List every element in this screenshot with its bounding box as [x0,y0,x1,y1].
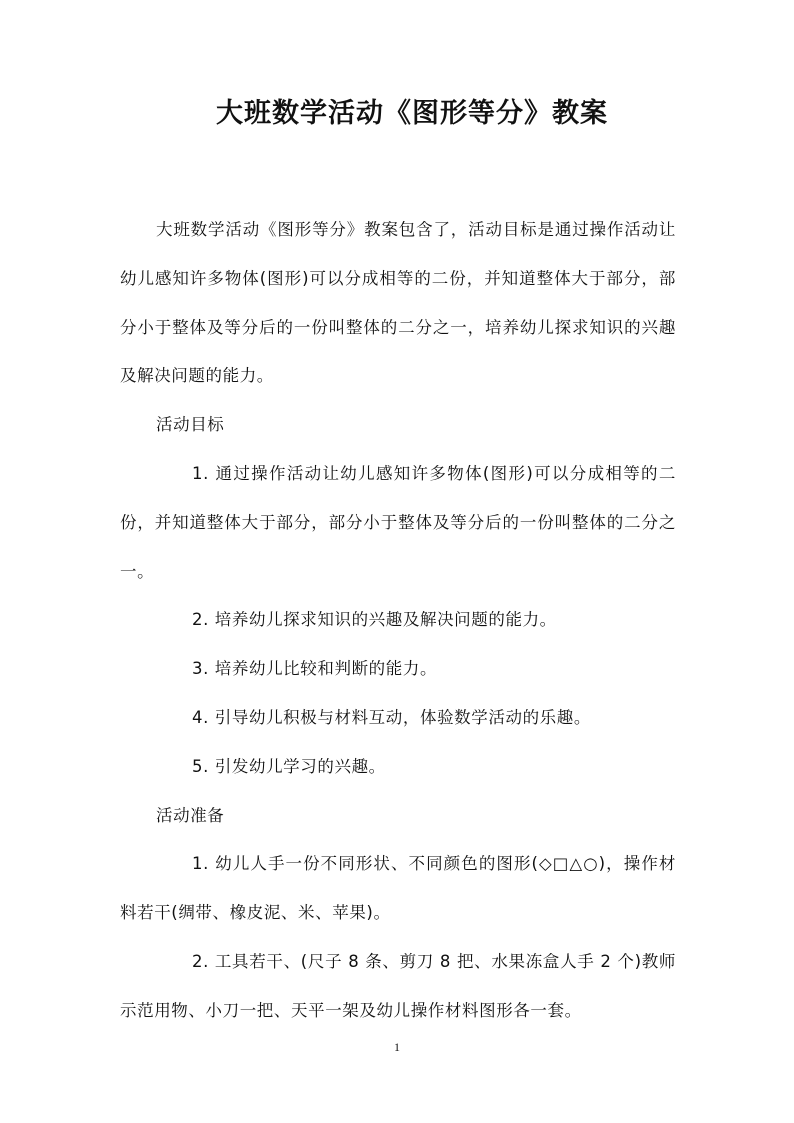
page-number: 1 [394,1040,400,1054]
document-title: 大班数学活动《图形等分》教案 [216,98,608,129]
goal-item: 2. 培养幼儿探求知识的兴趣及解决问题的能力。 [192,610,557,630]
document-body [120,206,676,1036]
intro-paragraph: 大班数学活动《图形等分》教案包含了，活动目标是通过操作活动让幼儿感知许多物体(图形)可以分成相等的二份，并知道整体大于部分，部分小于整体及等分后的一份叫整体的二分之一，培养幼儿探求知识的兴趣及解决问题的能力。 [120,220,676,386]
section-heading-goals: 活动目标 [156,415,225,435]
prep-item: 2. 工具若干、(尺子 8 条、剪刀 8 把、水果冻盒人手 2 个)教师示范用物、小刀一把、天平一架及幼儿操作材料图形各一套。 [120,951,676,1020]
goal-item: 5. 引发幼儿学习的兴趣。 [192,756,386,776]
goal-item: 4. 引导幼儿积极与材料互动，体验数学活动的乐趣。 [192,707,591,727]
section-heading-prep: 活动准备 [156,805,225,825]
goal-item: 3. 培养幼儿比较和判断的能力。 [192,659,438,679]
goal-item: 1. 通过操作活动让幼儿感知许多物体(图形)可以分成相等的二份，并知道整体大于部分，部分小于整体及等分后的一份叫整体的二分之一。 [120,463,676,581]
prep-item: 1. 幼儿人手一份不同形状、不同颜色的图形(◇□△○)，操作材料若干(绸带、橡皮泥、米、苹果)。 [120,854,676,923]
